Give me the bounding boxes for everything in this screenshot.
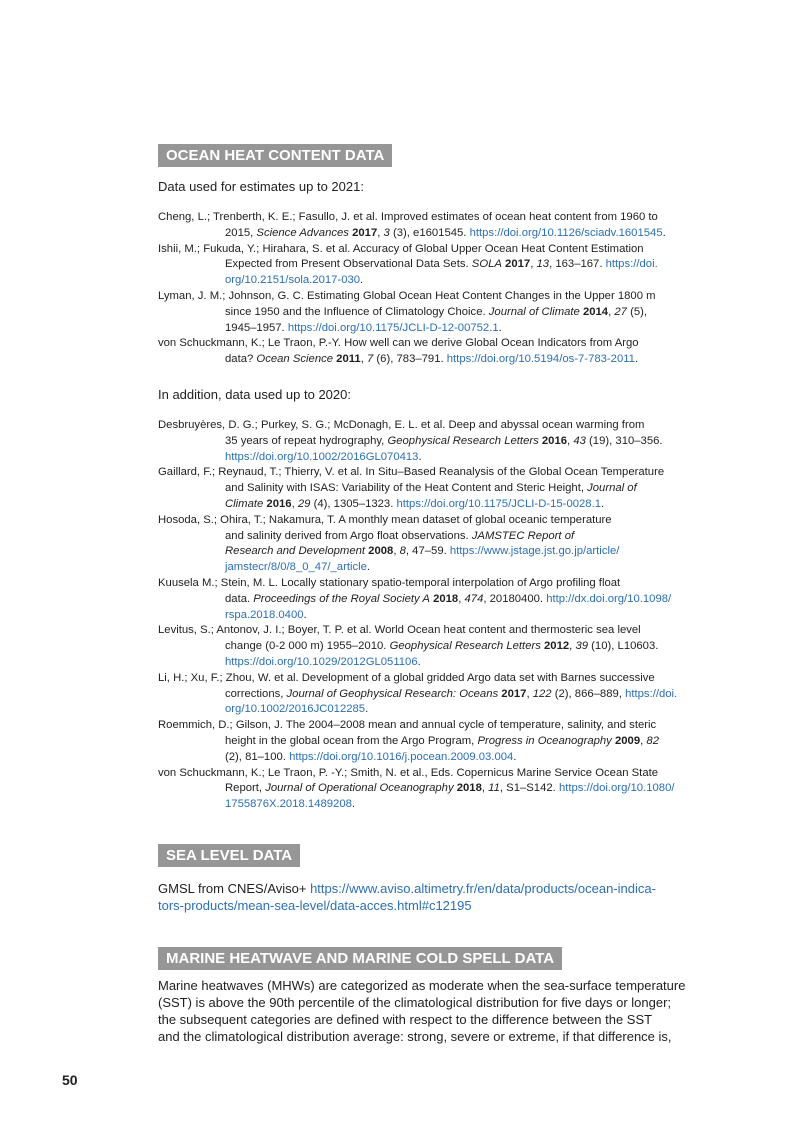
reference-item: Desbruyères, D. G.; Purkey, S. G.; McDonagh, E. L. et al. Deep and abyssal ocean warming from 35 years of repeat hydrography, Geophysical Research Letters 2016, 43 (19), 310–356. https://doi.org/10.1002/2016GL070413. <box>158 419 663 463</box>
doi-link[interactable]: https://doi.org/10.1175/JCLI-D-12-00752.1 <box>287 321 499 334</box>
reference-item: Cheng, L.; Trenberth, K. E.; Fasullo, J. et al. Improved estimates of ocean heat content from 1960 to 2015, Science Advances 2017, 3 (3), e1601545. https://doi.org/10.1126/sciadv.1601545. <box>158 211 666 239</box>
reference-item: Gaillard, F.; Reynaud, T.; Thierry, V. et al. In Situ–Based Reanalysis of the Global Ocean Temperature and Salinity with ISAS: Variability of the Heat Content and Steric Height, Journal of Climate 2016, 29 (4), 1305–1323. https://doi.org/10.1175/JCLI-D-15-0028.1. <box>158 466 665 510</box>
marine-heatwave-paragraph <box>158 977 737 1045</box>
section-heading-sea-level: SEA LEVEL DATA <box>158 844 300 867</box>
reference-item: Hosoda, S.; Ohira, T.; Nakamura, T. A monthly mean dataset of global oceanic temperature and salinity derived from Argo float observations. JAMSTEC Report of Research and Development 2008, 8, 47–59. https://www.jstage.jst.go.jp/article/ jamstecr/8/0/8_0_47/_article. <box>158 513 620 574</box>
paragraph-line: (SST) is above the 90th percentile of the climatological distribution for five days or longer; <box>158 995 672 1010</box>
doi-link-continued[interactable]: rspa.2018.0400 <box>225 608 304 621</box>
reference-item: Lyman, J. M.; Johnson, G. C. Estimating Global Ocean Heat Content Changes in the Upper 1800 m since 1950 and the Influence of Climatology Choice. Journal of Climate 2014, 27 (5), 1945–1957. https://doi.org/10.1175/JCLI-D-12-00752.1. <box>158 289 656 334</box>
paragraph-line: the subsequent categories are defined with respect to the difference between the SST <box>158 1012 653 1027</box>
doi-link-continued[interactable]: org/10.1002/2016JC012285 <box>225 703 366 716</box>
doi-link[interactable]: https://doi. <box>625 687 678 700</box>
reference-item: Roemmich, D.; Gilson, J. The 2004–2008 mean and annual cycle of temperature, salinity, and steric height in the global ocean from the Argo Program, Progress in Oceanography 2009, 82 (2), 81–100. https://doi.org/10.1016/j.pocean.2009.03.004. <box>158 719 659 763</box>
gmsl-text: GMSL from CNES/Aviso+ https://www.aviso.altimetry.fr/en/data/products/ocean-indica- tors-products/mean-sea-level/data-acces.html#c12195 <box>158 881 656 913</box>
doi-link[interactable]: https://doi.org/10.5194/os-7-783-2011 <box>446 353 635 366</box>
reference-item: Levitus, S.; Antonov, J. I.; Boyer, T. P. et al. World Ocean heat content and thermosteric sea level change (0-2 000 m) 1955–2010. Geophysical Research Letters 2012, 39 (10), L10603. https://doi.org/10.1029/2012GL051106. <box>158 624 659 668</box>
section-heading-marine-heatwave: MARINE HEATWAVE AND MARINE COLD SPELL DATA <box>158 947 562 970</box>
doi-link-continued[interactable]: 1755876X.2018.1489208 <box>225 798 352 811</box>
doi-link[interactable]: https://doi.org/10.1126/sciadv.1601545 <box>469 226 663 239</box>
doi-link-continued[interactable]: jamstecr/8/0/8_0_47/_article <box>225 561 367 574</box>
reference-item: Ishii, M.; Fukuda, Y.; Hirahara, S. et al. Accuracy of Global Upper Ocean Heat Content Estimation Expected from Present Observational Data Sets. SOLA 2017, 13, 163–167. https://doi. org/10.2151/sola.2017-030. <box>158 242 658 287</box>
doi-link[interactable]: https://doi.org/10.1002/2016GL070413 <box>225 450 419 463</box>
doi-link[interactable]: http://dx.doi.org/10.1098/ <box>546 592 672 605</box>
intro-text-2021: Data used for estimates up to 2021: <box>158 179 364 194</box>
doi-link[interactable]: https://doi.org/10.1175/JCLI-D-15-0028.1 <box>396 497 601 510</box>
doi-link-continued[interactable]: org/10.2151/sola.2017-030 <box>225 274 361 287</box>
gmsl-link[interactable]: https://www.aviso.altimetry.fr/en/data/products/ocean-indica- <box>310 881 656 896</box>
reference-list-2020 <box>158 418 738 813</box>
reference-item: von Schuckmann, K.; Le Traon, P.-Y. How well can we derive Global Ocean Indicators from Argo data? Ocean Science 2011, 7 (6), 783–791. https://doi.org/10.5194/os-7-783-2011. <box>158 337 639 366</box>
paragraph-line: Marine heatwaves (MHWs) are categorized as moderate when the sea-surface temperature <box>158 978 686 993</box>
reference-item: Kuusela M.; Stein, M. L. Locally stationary spatio-temporal interpolation of Argo profiling float data. Proceedings of the Royal Society A 2018, 474, 20180400. http://dx.doi.org/10.1098/ rspa.2018.0400. <box>158 576 672 621</box>
reference-item: Li, H.; Xu, F.; Zhou, W. et al. Development of a global gridded Argo data set with Barnes successive corrections, Journal of Geophysical Research: Oceans 2017, 122 (2), 866–889, https://doi. org/10.1002/2016JC012285. <box>158 671 678 716</box>
doi-link[interactable]: https://doi.org/10.1016/j.pocean.2009.03.004 <box>289 750 514 763</box>
doi-link[interactable]: https://doi.org/10.1080/ <box>558 782 675 795</box>
doi-link[interactable]: https://www.jstage.jst.go.jp/article/ <box>449 545 620 558</box>
reference-list-2021 <box>158 210 738 368</box>
section-heading-ocean-heat: OCEAN HEAT CONTENT DATA <box>158 144 392 167</box>
page-number: 50 <box>62 1072 78 1088</box>
doi-link[interactable]: https://doi.org/10.1029/2012GL051106 <box>225 655 418 668</box>
paragraph-line: and the climatological distribution average: strong, severe or extreme, if that difference is, <box>158 1029 672 1044</box>
doi-link[interactable]: https://doi. <box>605 258 658 271</box>
gmsl-link-continued[interactable]: tors-products/mean-sea-level/data-acces.html#c12195 <box>158 898 472 913</box>
intro-text-2020: In addition, data used up to 2020: <box>158 387 351 402</box>
reference-item: von Schuckmann, K.; Le Traon, P. -Y.; Smith, N. et al., Eds. Copernicus Marine Service Ocean State Report, Journal of Operational Oceanography 2018, 11, S1–S142. https://doi.org/10.1080/ 1755876X.2018.1489208. <box>158 766 675 811</box>
